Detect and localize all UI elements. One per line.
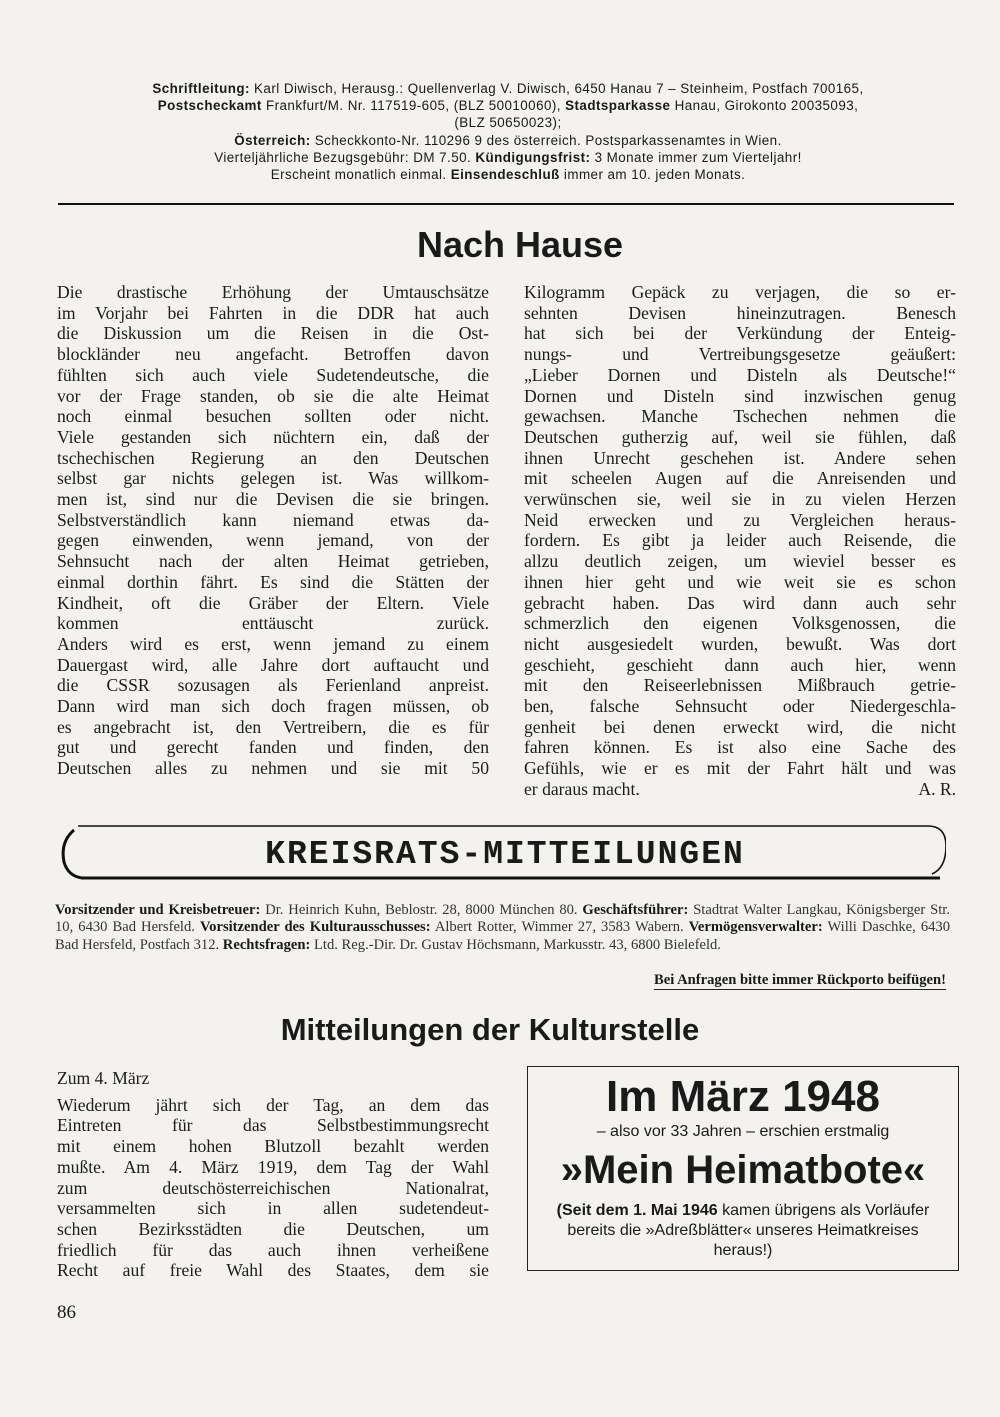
text-line: genheit bei denen erweckt wird, die nicht — [524, 716, 956, 737]
article-signature: A. R. — [918, 778, 956, 799]
text-line: Kilogramm Gepäck zu verjagen, die so er- — [524, 282, 956, 302]
text-line: gebracht haben. Das wird dann auch sehr — [524, 592, 956, 613]
text-line: vor der Frage standen, ob sie die alte Heimat — [57, 385, 489, 406]
text-line: Viele gestanden sich nüchtern ein, daß der — [57, 426, 489, 447]
text-line: Die drastische Erhöhung der Umtauschsätze — [57, 282, 489, 302]
text-line: allzu deutlich zeigen, um wieviel besser es — [524, 551, 956, 572]
text-line: gut und gerecht fanden und finden, den — [57, 737, 489, 758]
imprint-label: Schriftleitung: — [152, 81, 250, 96]
anniversary-box — [527, 1066, 959, 1271]
kreisrat-title: KREISRATS-MITTEILUNGEN — [265, 836, 745, 873]
imprint-block — [60, 80, 956, 183]
text-line: schmerzlich den eigenen Volksgenossen, die — [524, 613, 956, 634]
text-line: ben, falsche Sehnsucht oder Niedergeschla- — [524, 696, 956, 717]
board-label: Vermögensverwalter: — [688, 919, 823, 936]
text-line: Dann wird man sich doch fragen müssen, ob — [57, 696, 489, 717]
text-line: Gefühls, wie er es mit der Fahrt hält und was — [524, 758, 956, 779]
board-text: Dr. Heinrich Kuhn, Beblostr. 28, 8000 München 80. — [260, 902, 583, 918]
text-line: mit den Reiseerlebnissen Mißbrauch getrie- — [524, 675, 956, 696]
text-line: nicht ausgesiedelt wurden, bewußt. Was dort — [524, 633, 956, 654]
text-line: friedlich für das auch ihnen verheißene — [57, 1239, 489, 1260]
text-line: Dornen und Disteln sind inzwischen genug — [524, 385, 956, 406]
text-line: fühlten sich auch viele Sudetendeutsche, die — [57, 364, 489, 385]
text-line: die CSSR sozusagen als Ferienland anpreist. — [57, 675, 489, 696]
kultur-body — [57, 1095, 489, 1281]
imprint-label: Österreich: — [234, 132, 311, 148]
text-line: gewachsen. Manche Tschechen nehmen die — [524, 406, 956, 427]
text-line: Wiederum jährt sich der Tag, an dem das — [57, 1094, 489, 1115]
imprint-text: immer am 10. jeden Monats. — [559, 167, 746, 183]
imprint-label: Einsendeschluß — [450, 167, 560, 183]
box-footnote-text: kamen übrigens als Vorläufer bereits die »Adreßblätter« unseres Heimatkreises heraus!) — [567, 1202, 930, 1259]
text-line: im Vorjahr bei Fahrten in die DDR hat auch — [57, 302, 489, 323]
text-line: fahren können. Es ist also eine Sache des — [524, 737, 956, 758]
board-label: Rechtsfragen: — [222, 936, 311, 953]
imprint-text: Karl Diwisch, Herausg.: Quellenverlag V. Diwisch, 6450 Hanau 7 – Steinheim, Postfach 700165, — [249, 81, 864, 96]
text-line: Dauergast wird, alle Jahre dort auftaucht und — [57, 654, 489, 675]
article-title: Nach Hause — [416, 224, 624, 265]
board-label: Vorsitzender des Kulturausschusses: — [199, 919, 431, 936]
box-footnote — [528, 1201, 958, 1261]
text-line: Neid erwecken und zu Vergleichen heraus- — [524, 509, 956, 530]
imprint-text: 3 Monate immer zum Vierteljahr! — [590, 149, 802, 165]
text-line: versammelten sich in allen sudetendeut- — [57, 1198, 489, 1219]
text-line: zum deutschösterreichischen Nationalrat, — [57, 1177, 489, 1198]
rueckporto-note: Bei Anfragen bitte immer Rückporto beifügen! — [654, 972, 946, 988]
board-text: Willi Daschke, 6430 Bad Hersfeld, Postfach 312. — [55, 919, 951, 953]
text-line: „Lieber Dornen und Disteln als Deutsche!“ — [524, 364, 956, 385]
imprint-line-1 — [60, 80, 956, 97]
text-line: ihnen Unrecht geschehen ist. Andere sehen — [524, 447, 956, 468]
text-line: mit einem hohen Blutzoll bezahlt werden — [57, 1136, 489, 1157]
text-line: men ist, sind nur die Devisen die sie bringen. — [57, 489, 489, 510]
text-line: Deutschen gutherzig auf, weil sie fühlen, daß — [524, 426, 956, 447]
text-line: ihnen hier geht und wie weit sie es schon — [524, 571, 956, 592]
text-line: selbst gar nichts gelegen ist. Was willkom- — [57, 468, 489, 489]
imprint-text: Erscheint monatlich einmal. — [270, 167, 451, 183]
imprint-label: Stadtsparkasse — [565, 98, 671, 114]
board-label: Vorsitzender und Kreisbetreuer: — [55, 902, 261, 918]
text-line: geschieht, geschieht dann auch hier, wenn — [524, 654, 956, 675]
text-line: noch einmal besuchen sollten oder nicht. — [57, 406, 489, 427]
board-text: Stadtrat Walter Langkau, Königsberger Str. 10, 6430 Bad Hersfeld. — [55, 902, 950, 936]
text-line: Sehnsucht nach der alten Heimat getrieben, — [57, 551, 489, 572]
imprint-line-3: (BLZ 50650023); — [454, 115, 562, 131]
box-headline: Im März 1948 — [606, 1072, 880, 1121]
text-line: kommen enttäuscht zurück. — [57, 613, 489, 634]
imprint-text: Frankfurt/M. Nr. 117519-605, (BLZ 50010060), — [261, 98, 566, 114]
text-line: mit scheelen Augen auf die Anreisenden und — [524, 468, 956, 489]
imprint-line-6 — [60, 166, 956, 183]
imprint-label: Postscheckamt — [157, 98, 262, 114]
box-newspaper-name: »Mein Heimatbote« — [560, 1148, 926, 1192]
text-line: sehnten Devisen hineinzutragen. Benesch — [524, 302, 956, 323]
text-line: Kindheit, oft die Gräber der Eltern. Viele — [57, 592, 489, 613]
imprint-text: Hanau, Girokonto 20035093, — [670, 98, 859, 114]
text-line: mußte. Am 4. März 1919, dem Tag der Wahl — [57, 1156, 489, 1177]
imprint-line-2 — [60, 97, 956, 114]
text-line: Recht auf freie Wahl des Staates, dem sie — [57, 1260, 489, 1281]
text-line: tschechischen Regierung an den Deutschen — [57, 447, 489, 468]
box-footnote-bold: (Seit dem 1. Mai 1946 — [556, 1202, 718, 1219]
article-column-left — [57, 282, 489, 779]
text-line: es angebracht ist, den Vertreibern, die es für — [57, 716, 489, 737]
text-line: hat sich bei der Verkündung der Enteig- — [524, 323, 956, 344]
text-line: blockländer neu angefacht. Betroffen davon — [57, 344, 489, 365]
board-text: Albert Rotter, Wimmer 27, 3583 Wabern. — [430, 919, 689, 936]
text-line: gegen einwenden, wenn jemand, von der — [57, 530, 489, 551]
imprint-line-5 — [60, 149, 956, 166]
article-column-right — [524, 282, 956, 800]
text-line: Anders wird es erst, wenn jemand zu einem — [57, 633, 489, 654]
article-closing-line — [524, 779, 956, 800]
board-label: Geschäftsführer: — [582, 902, 689, 918]
kultur-subtitle: Zum 4. März — [57, 1068, 150, 1088]
text-line: verwünschen sie, weil sie in zu vielen Herzen — [524, 489, 956, 510]
text-line: schen Bezirksstädten die Deutschen, um — [57, 1218, 489, 1239]
page-number: 86 — [57, 1302, 76, 1323]
kreisrat-board — [55, 902, 950, 954]
text-line: er daraus macht. — [524, 778, 640, 799]
divider — [58, 203, 954, 205]
imprint-text: Scheckkonto-Nr. 110296 9 des österreich. Postsparkassenamtes in Wien. — [310, 132, 782, 148]
text-line: Deutschen alles zu nehmen und sie mit 50 — [57, 758, 489, 779]
kultur-title: Mitteilungen der Kulturstelle — [280, 1012, 700, 1047]
imprint-label: Kündigungsfrist: — [475, 149, 591, 165]
imprint-line-4 — [60, 132, 956, 149]
imprint-text: Vierteljährliche Bezugsgebühr: DM 7.50. — [214, 149, 476, 165]
text-line: einmal dorthin fährt. Es sind die Stätten der — [57, 571, 489, 592]
box-subline: – also vor 33 Jahren – erschien erstmalig — [596, 1123, 890, 1140]
text-line: nungs- und Vertreibungsgesetze geäußert: — [524, 344, 956, 365]
kultur-column — [57, 1068, 489, 1281]
text-line: Selbstverständlich kann niemand etwas da- — [57, 509, 489, 530]
board-text: Ltd. Reg.-Dir. Dr. Gustav Höchsmann, Markusstr. 43, 6800 Bielefeld. — [310, 936, 721, 953]
text-line: Eintreten für das Selbstbestimmungsrecht — [57, 1115, 489, 1136]
text-line: die Diskussion um die Reisen in die Ost- — [57, 323, 489, 344]
text-line: fordern. Es gibt ja leider auch Reisende, die — [524, 530, 956, 551]
